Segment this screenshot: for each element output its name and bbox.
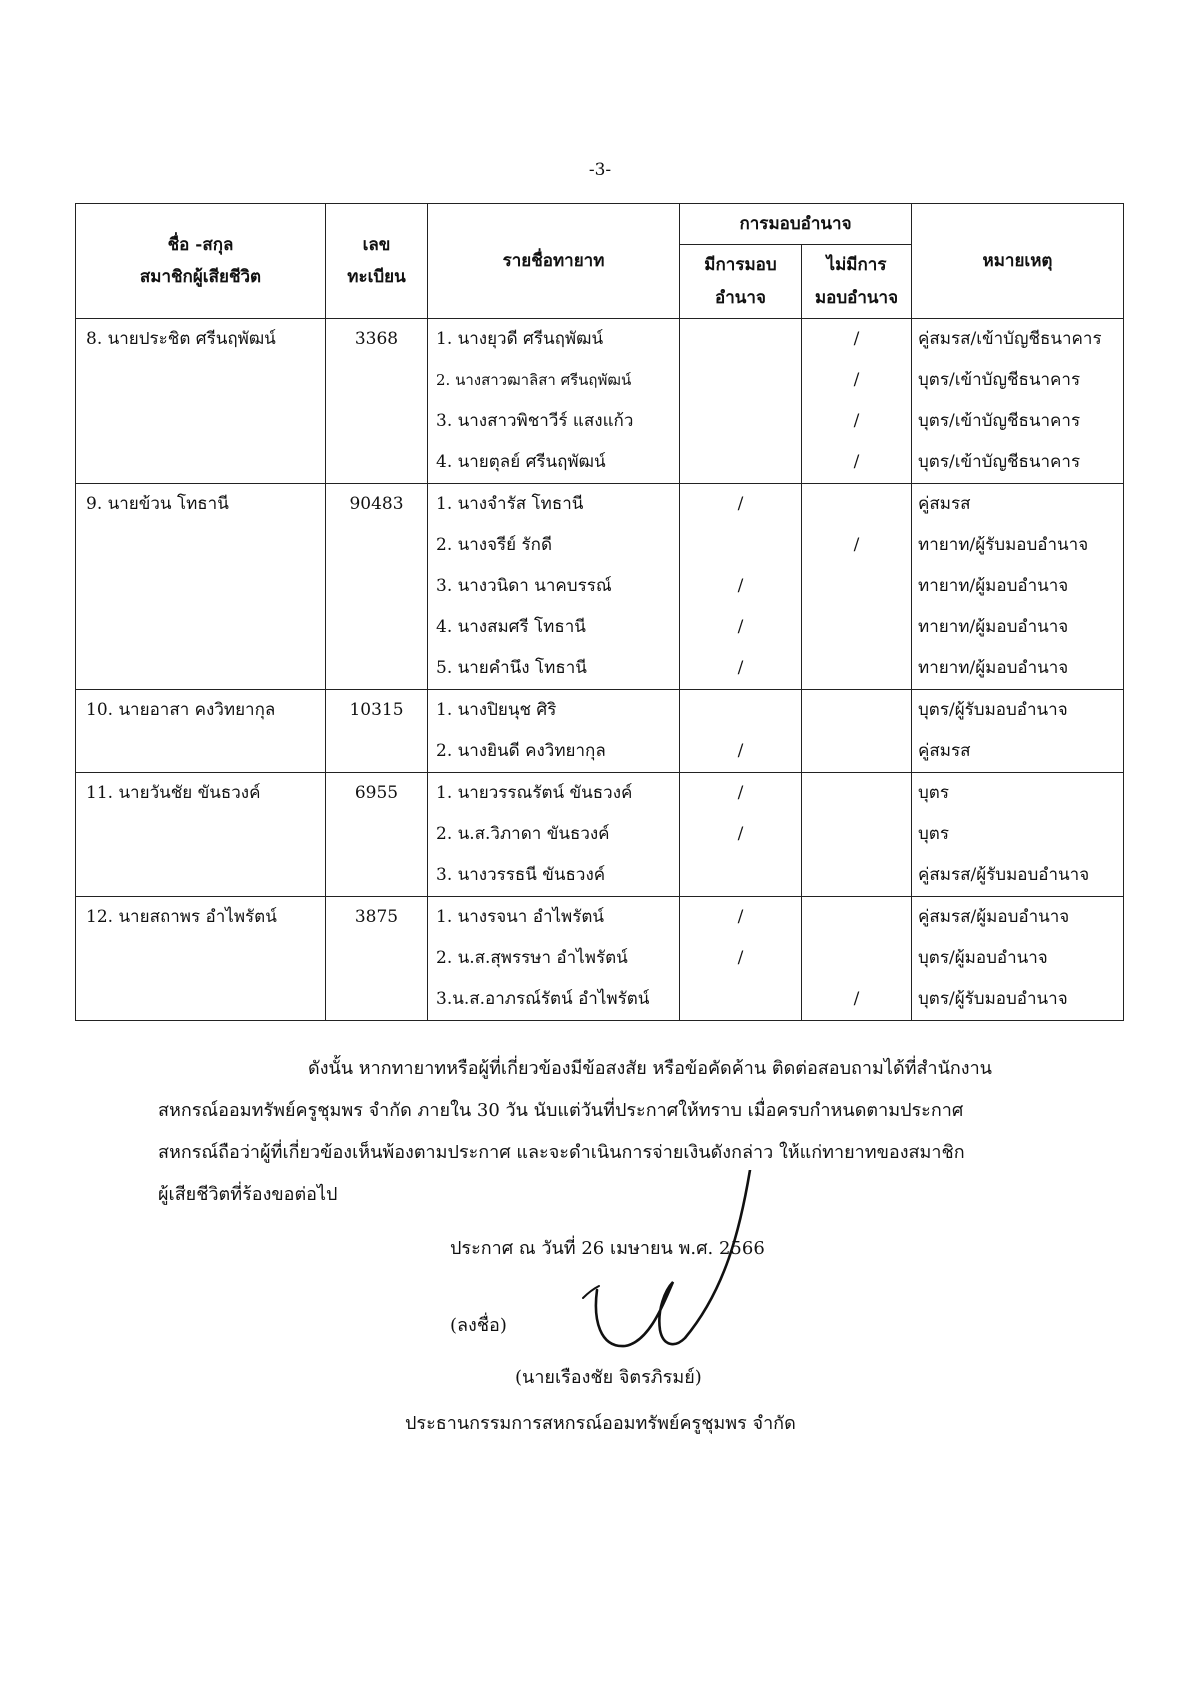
remark: ทายาท/ผู้มอบอำนาจ — [918, 657, 1069, 678]
table-row — [76, 772, 1124, 896]
without-power-mark — [802, 897, 911, 938]
closing-line: สหกรณ์ออมทรัพย์ครูชุมพร จำกัด ภายใน 30 วัน นับแต่วันที่ประกาศให้ทราบ เมื่อครบกำหนดตามประกาศ — [158, 1100, 964, 1121]
with-power-mark: / — [737, 906, 744, 927]
registration-number: 10315 — [349, 699, 404, 720]
remark: คู่สมรส/เข้าบัญชีธนาคาร — [918, 328, 1102, 349]
heir-name: 4. นายตุลย์ ศรีนฤพัฒน์ — [436, 451, 606, 472]
remark: บุตร/ผู้มอบอำนาจ — [918, 947, 1048, 968]
heir-name: 4. นางสมศรี โทธานี — [436, 616, 586, 637]
heir-name: 2. นางสาวฒาลิสา ศรีนฤพัฒน์ — [436, 370, 632, 389]
without-power-mark — [802, 814, 911, 855]
remark: ทายาท/ผู้รับมอบอำนาจ — [918, 534, 1089, 555]
remark: บุตร/ผู้รับมอบอำนาจ — [918, 988, 1068, 1009]
without-power-mark — [802, 648, 911, 689]
signer-name: (นายเรืองชัย จิตรภิรมย์) — [515, 1367, 702, 1388]
header-deceased — [76, 204, 326, 319]
heir-name: 1. นางยุวดี ศรีนฤพัฒน์ — [436, 328, 604, 349]
without-power-mark — [802, 731, 911, 772]
heir-name: 2. น.ส.วิภาดา ขันธวงค์ — [436, 823, 610, 844]
registration-number: 90483 — [349, 493, 404, 514]
without-power-mark: / — [853, 369, 860, 390]
closing-line: สหกรณ์ถือว่าผู้ที่เกี่ยวข้องเห็นพ้องตามประกาศ และจะดำเนินการจ่ายเงินดังกล่าว ให้แก่ทายาทของสมาชิก — [158, 1142, 965, 1163]
deceased-name: 11. นายวันชัย ขันธวงค์ — [86, 782, 261, 803]
announcement-date: ประกาศ ณ วันที่ 26 เมษายน พ.ศ. 2566 — [450, 1238, 765, 1259]
with-power-mark — [680, 979, 801, 1020]
heir-name: 1. นางรจนา อำไพรัตน์ — [436, 906, 605, 927]
heir-name: 2. นางจรีย์ รักดี — [436, 534, 553, 555]
header-with-power — [680, 245, 802, 319]
with-power-mark — [680, 319, 801, 360]
remark: ทายาท/ผู้มอบอำนาจ — [918, 616, 1069, 637]
heir-name: 3. นางวรรธนี ขันธวงค์ — [436, 864, 606, 885]
header-reg-line1: เลข — [362, 234, 391, 255]
without-power-mark — [802, 607, 911, 648]
header-heirs: รายชื่อทายาท — [428, 204, 680, 319]
without-power-mark: / — [853, 328, 860, 349]
with-power-mark — [680, 401, 801, 442]
header-deceased-line1: ชื่อ -สกุล — [167, 234, 234, 255]
remark: บุตร — [918, 782, 949, 803]
remark: คู่สมรส/ผู้รับมอบอำนาจ — [918, 864, 1090, 885]
remark: บุตร/เข้าบัญชีธนาคาร — [918, 451, 1081, 472]
remark: ทายาท/ผู้มอบอำนาจ — [918, 575, 1069, 596]
with-power-mark: / — [737, 782, 744, 803]
header-deceased-line2: สมาชิกผู้เสียชีวิต — [139, 266, 262, 287]
remark: คู่สมรส — [918, 493, 971, 514]
with-power-mark: / — [737, 740, 744, 761]
signed-label: (ลงชื่อ) — [450, 1315, 507, 1336]
deceased-name: 12. นายสถาพร อำไพรัตน์ — [86, 906, 277, 927]
with-power-mark: / — [737, 947, 744, 968]
table-row — [76, 689, 1124, 772]
table-row — [76, 483, 1124, 689]
header-with-power-line2: อำนาจ — [715, 287, 766, 308]
with-power-mark — [680, 855, 801, 896]
with-power-mark: / — [737, 657, 744, 678]
without-power-mark — [802, 484, 911, 525]
heir-name: 2. น.ส.สุพรรษา อำไพรัตน์ — [436, 947, 628, 968]
with-power-mark — [680, 690, 801, 731]
with-power-mark: / — [737, 616, 744, 637]
remark: บุตร — [918, 823, 949, 844]
header-reg-line2: ทะเบียน — [347, 266, 406, 287]
with-power-mark: / — [737, 823, 744, 844]
deceased-name: 8. นายประชิต ศรีนฤพัฒน์ — [86, 328, 276, 349]
heirs-table — [75, 203, 1124, 1021]
deceased-name: 9. นายข้วน โทธานี — [86, 493, 229, 514]
header-remarks: หมายเหตุ — [912, 204, 1124, 319]
header-with-power-line1: มีการมอบ — [704, 255, 777, 276]
closing-line: ผู้เสียชีวิตที่ร้องขอต่อไป — [158, 1184, 338, 1205]
heir-name: 2. นางยินดี คงวิทยากุล — [436, 740, 606, 761]
heir-name: 1. นายวรรณรัตน์ ขันธวงค์ — [436, 782, 633, 803]
registration-number: 6955 — [354, 782, 399, 803]
registration-number: 3368 — [354, 328, 399, 349]
header-without-power-line1: ไม่มีการ — [826, 255, 887, 276]
with-power-mark — [680, 525, 801, 566]
remark: บุตร/ผู้รับมอบอำนาจ — [918, 699, 1068, 720]
signer-title: ประธานกรรมการสหกรณ์ออมทรัพย์ครูชุมพร จำกัด — [405, 1413, 796, 1434]
without-power-mark — [802, 690, 911, 731]
table-row — [76, 318, 1124, 483]
closing-line: ดังนั้น หากทายาทหรือผู้ที่เกี่ยวข้องมีข้อสงสัย หรือข้อคัดค้าน ติดต่อสอบถามได้ที่สำนักงาน — [308, 1058, 992, 1079]
without-power-mark: / — [853, 988, 860, 1009]
without-power-mark — [802, 938, 911, 979]
handwritten-signature — [555, 1170, 755, 1360]
with-power-mark — [680, 360, 801, 401]
heir-name: 1. นางปิยนุช ศิริ — [436, 699, 557, 720]
heir-name: 1. นางจำรัส โทธานี — [436, 493, 584, 514]
without-power-mark: / — [853, 534, 860, 555]
with-power-mark — [680, 442, 801, 483]
with-power-mark: / — [737, 493, 744, 514]
page-number: -3- — [588, 160, 612, 180]
table-row — [76, 896, 1124, 1020]
header-without-power — [802, 245, 912, 319]
without-power-mark — [802, 855, 911, 896]
without-power-mark: / — [853, 410, 860, 431]
heir-name: 3.น.ส.อาภรณ์รัตน์ อำไพรัตน์ — [436, 988, 650, 1009]
heir-name: 3. นางสาวพิชาวีร์ แสงแก้ว — [436, 410, 634, 431]
deceased-name: 10. นายอาสา คงวิทยากุล — [86, 699, 276, 720]
remark: คู่สมรส — [918, 740, 971, 761]
header-power-group: การมอบอำนาจ — [680, 204, 912, 245]
header-without-power-line2: มอบอำนาจ — [814, 287, 899, 308]
heir-name: 5. นายคำนึง โทธานี — [436, 657, 587, 678]
header-registration — [326, 204, 428, 319]
registration-number: 3875 — [354, 906, 399, 927]
without-power-mark — [802, 773, 911, 814]
with-power-mark: / — [737, 575, 744, 596]
heir-name: 3. นางวนิดา นาคบรรณ์ — [436, 575, 612, 596]
remark: บุตร/เข้าบัญชีธนาคาร — [918, 369, 1081, 390]
without-power-mark: / — [853, 451, 860, 472]
remark: บุตร/เข้าบัญชีธนาคาร — [918, 410, 1081, 431]
without-power-mark — [802, 566, 911, 607]
remark: คู่สมรส/ผู้มอบอำนาจ — [918, 906, 1070, 927]
